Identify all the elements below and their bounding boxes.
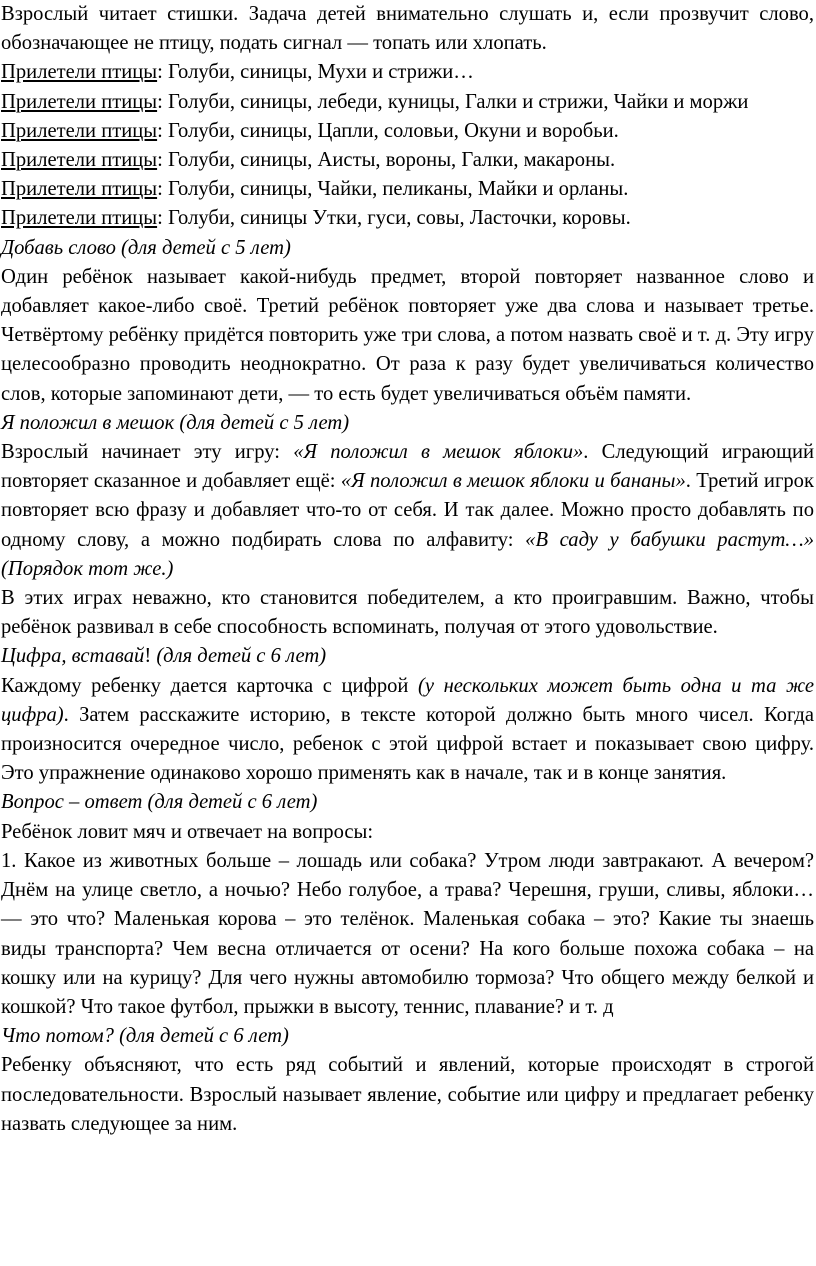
text-run: . Третий игрок повторяет всю фразу и добавляет что-то от себя. И так далее. Можно просто добавлять по одному слову, а можно подбирать слова по алфавиту:	[1, 470, 814, 551]
bird-line-4	[1, 146, 814, 175]
bird-line-prefix: Прилетели птицы	[1, 207, 158, 230]
text-run: . Затем расскажите историю, в тексте которой должно быть много чисел. Когда произносится очередное число, ребенок с этой цифрой встает и показывает свою цифру. Это упражнение одинаково хорошо применять как в начале, так и в конце занятия.	[1, 703, 814, 785]
italic-note: (у нескольких может быть одна и та же цифра)	[1, 674, 814, 726]
section-heading-what-next: Что потом? (для детей с 6 лет)	[1, 1025, 289, 1048]
section-heading-add-word: Добавь слово (для детей с 5 лет)	[1, 236, 291, 259]
section-heading-question-answer: Вопрос – ответ (для детей с 6 лет)	[1, 791, 318, 814]
bird-line-text: : Голуби, синицы, Чайки, пеликаны, Майки и орланы.	[157, 178, 629, 201]
italic-quote: «В саду у бабушки растут…» (Порядок тот же.)	[1, 528, 814, 580]
italic-quote: «Я положил в мешок яблоки»	[293, 441, 584, 464]
bird-line-text: : Голуби, синицы, Цапли, соловьи, Окуни и воробьи.	[157, 119, 619, 142]
text-run: Взрослый начинает эту игру:	[1, 441, 294, 464]
section-text-bag	[1, 438, 814, 584]
bird-line-prefix: Прилетели птицы	[1, 178, 158, 201]
bird-line-prefix: Прилетели птицы	[1, 149, 158, 172]
section-heading-bag: Я положил в мешок (для детей с 5 лет)	[1, 411, 350, 434]
text-run: . Следующий играющий повторяет сказанное и добавляет ещё:	[1, 441, 814, 493]
bird-line-text: : Голуби, синицы, Мухи и стрижи…	[157, 61, 474, 84]
bird-line-prefix: Прилетели птицы	[1, 61, 158, 84]
heading-run: !	[144, 645, 152, 668]
bird-line-3	[1, 117, 814, 146]
bird-line-text: : Голуби, синицы Утки, гуси, совы, Ласточки, коровы.	[157, 207, 631, 230]
bird-line-1	[1, 58, 814, 87]
bird-line-6	[1, 204, 814, 233]
section-text-bag-summary: В этих играх неважно, кто становится победителем, а кто проигравшим. Важно, чтобы ребёнок развивал в себе способность вспоминать, получая от этого удовольствие.	[1, 587, 814, 639]
bird-line-text: : Голуби, синицы, лебеди, куницы, Галки и стрижи, Чайки и моржи	[157, 90, 749, 113]
bird-line-prefix: Прилетели птицы	[1, 119, 158, 142]
section-text-add-word: Один ребёнок называет какой-нибудь предмет, второй повторяет названное слово и добавляет какое-либо своё. Третий ребёнок повторяет уже два слова и называет третье. Четвёртому ребёнку придётся повторить уже три слова, а потом назвать своё и т. д. Эту игру целесообразно проводить неоднократно. От раза к разу будет увеличиваться количество слов, которые запоминают дети, — то есть будет увеличиваться объём памяти.	[1, 265, 814, 405]
section-text-what-next: Ребенку объясняют, что есть ряд событий и явлений, которые происходят в строгой последовательности. Взрослый называет явление, событие или цифру и предлагает ребенку назвать следующее за ним.	[1, 1054, 814, 1135]
bird-line-5	[1, 175, 814, 204]
italic-quote: «Я положил в мешок яблоки и бананы»	[340, 470, 686, 493]
section-text-digit	[1, 672, 814, 789]
section-text-question-answer: 1. Какое из животных больше – лошадь или собака? Утром люди завтракают. А вечером? Днём на улице светло, а ночью? Небо голубое, а трава? Черешня, груши, сливы, яблоки… — это что? Маленькая корова – это телёнок. Маленькая собака – это? Какие ты знаешь виды транспорта? Чем весна отличается от осени? На кого больше похожа собака – на кошку или на курицу? Для чего нужны автомобилю тормоза? Что общего между белкой и кошкой? Что такое футбол, прыжки в высоту, теннис, плавание? и т. д	[1, 849, 814, 1018]
section-intro-question-answer: Ребёнок ловит мяч и отвечает на вопросы:	[1, 820, 374, 843]
text-run: Каждому ребенку дается карточка с цифрой	[1, 674, 419, 697]
bird-line-prefix: Прилетели птицы	[1, 90, 158, 113]
heading-run: Цифра, вставай	[1, 645, 145, 668]
bird-line-2	[1, 88, 814, 117]
heading-run: (для детей с 6 лет)	[151, 645, 327, 668]
bird-line-text: : Голуби, синицы, Аисты, вороны, Галки, макароны.	[157, 149, 616, 172]
intro-paragraph: Взрослый читает стишки. Задача детей внимательно слушать и, если прозвучит слово, обозначающее не птицу, подать сигнал — топать или хлопать.	[1, 3, 814, 55]
section-heading-digit	[1, 642, 814, 671]
